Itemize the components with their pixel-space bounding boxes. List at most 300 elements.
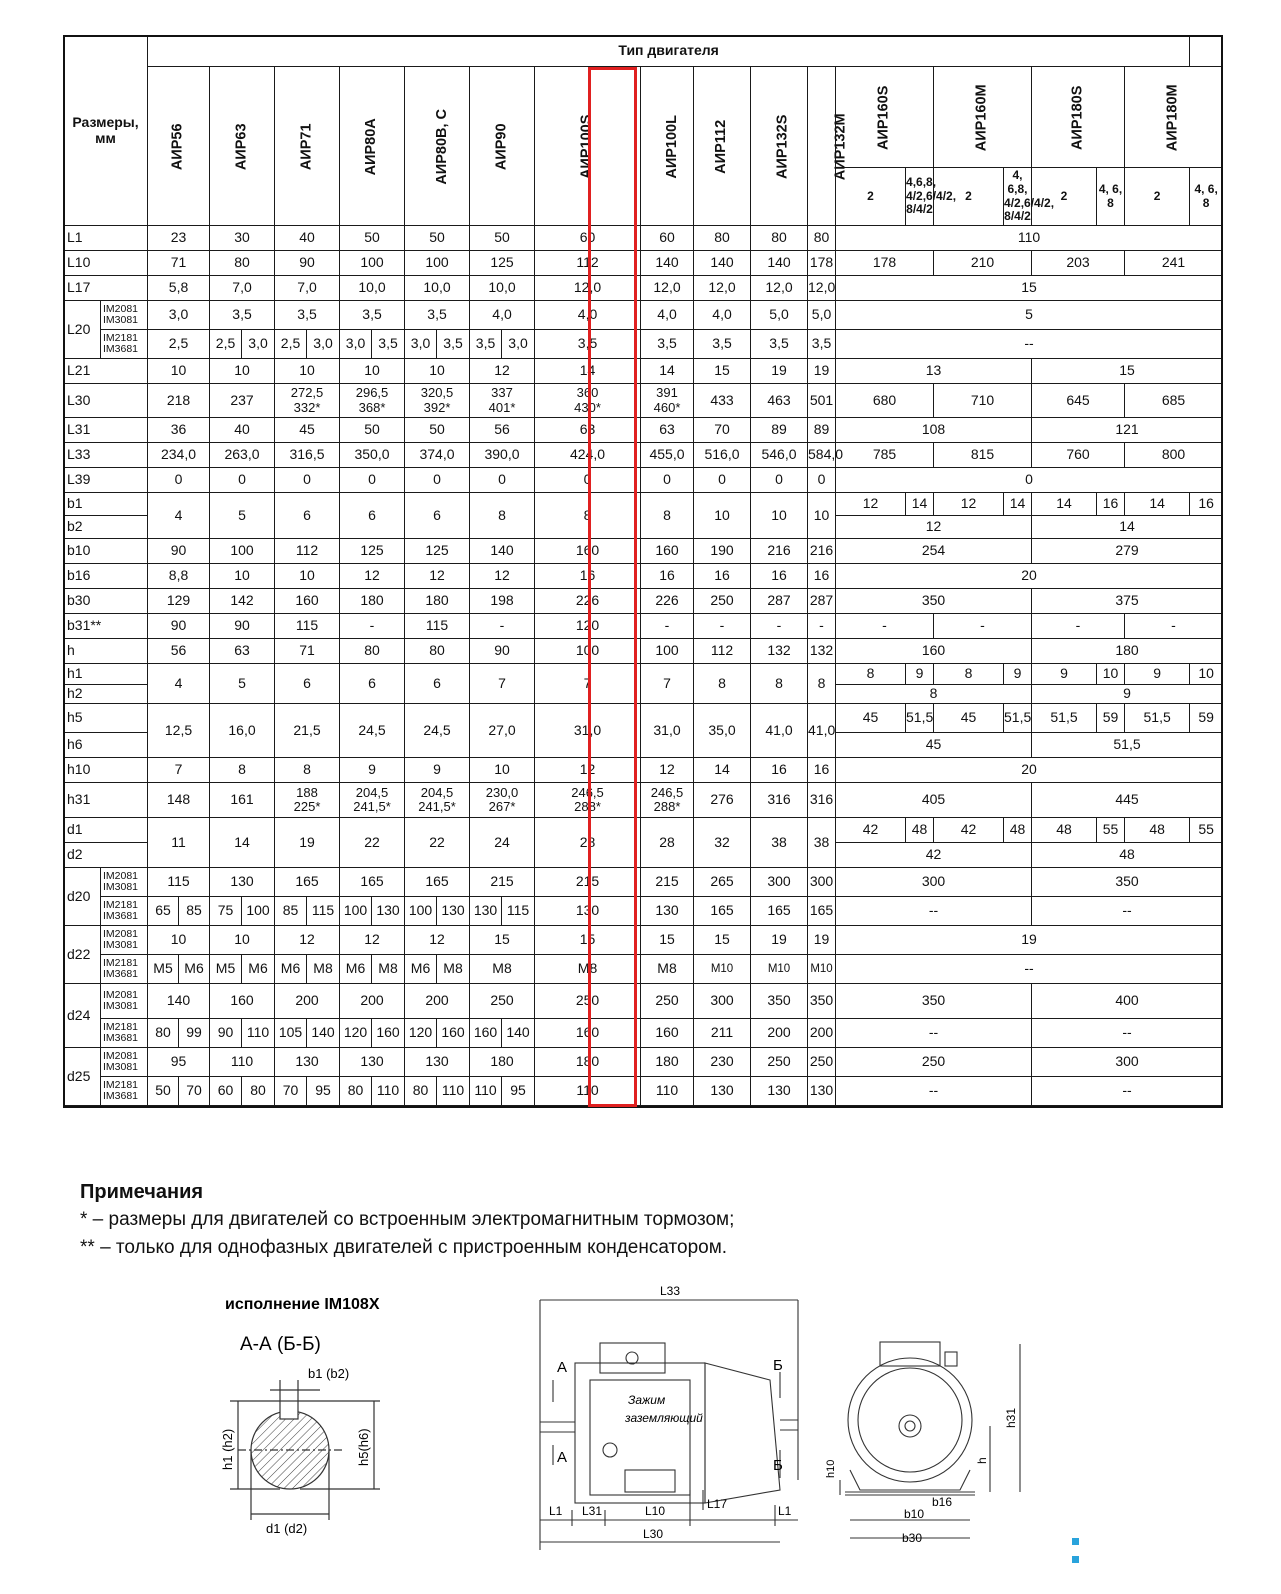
- value-cell: 28: [535, 818, 641, 868]
- value-cell: 215: [470, 868, 535, 897]
- value-cell: 12,0: [641, 276, 694, 301]
- value-cell: 142: [210, 589, 275, 614]
- value-cell: 279: [1032, 539, 1223, 564]
- value-cell: 4,0: [470, 301, 535, 330]
- value-cell: 89: [751, 418, 808, 443]
- value-cell: 296,5 368*: [340, 384, 405, 418]
- value-cell: 125: [340, 539, 405, 564]
- value-cell: 130: [470, 897, 502, 926]
- h10-label: h10: [825, 1459, 837, 1478]
- notes: [80, 1178, 734, 1262]
- value-cell: 12,0: [808, 276, 836, 301]
- value-cell: 16,0: [210, 704, 275, 758]
- row-sublabel: IM2181 IM3681: [101, 330, 148, 359]
- L30-label: L30: [643, 1527, 664, 1541]
- value-cell: 50: [340, 418, 405, 443]
- value-cell: 180: [405, 589, 470, 614]
- value-cell: 50: [470, 226, 535, 251]
- value-cell: M8: [641, 955, 694, 984]
- motor-drawings: [0, 1280, 1281, 1594]
- value-cell: 463: [751, 384, 808, 418]
- row-label: h6: [64, 733, 148, 758]
- value-cell: 99: [179, 1019, 210, 1048]
- value-cell: 24: [470, 818, 535, 868]
- value-cell: 130: [210, 868, 275, 897]
- L1-right-label: L1: [778, 1504, 792, 1518]
- value-cell: 190: [694, 539, 751, 564]
- value-cell: 14: [1125, 493, 1190, 516]
- value-cell: 3,0: [502, 330, 535, 359]
- value-cell: 265: [694, 868, 751, 897]
- value-cell: 28: [641, 818, 694, 868]
- value-cell: 56: [470, 418, 535, 443]
- value-cell: 254: [836, 539, 1032, 564]
- value-cell: 45: [836, 733, 1032, 758]
- value-cell: 645: [1032, 384, 1125, 418]
- value-cell: -: [1125, 614, 1223, 639]
- value-cell: 165: [405, 868, 470, 897]
- value-cell: 165: [751, 897, 808, 926]
- value-cell: 160: [372, 1019, 405, 1048]
- value-cell: 63: [210, 639, 275, 664]
- value-cell: 350: [836, 589, 1032, 614]
- value-cell: 0: [535, 468, 641, 493]
- value-cell: 180: [535, 1048, 641, 1077]
- dimensions-table: [63, 35, 1223, 1106]
- row-label: b16: [64, 564, 148, 589]
- value-cell: 80: [210, 251, 275, 276]
- row-label: b1: [64, 493, 148, 516]
- value-cell: 263,0: [210, 443, 275, 468]
- value-cell: 130: [751, 1077, 808, 1106]
- value-cell: 12: [405, 926, 470, 955]
- d1d2-label: d1 (d2): [266, 1521, 308, 1536]
- value-cell: 130: [694, 1077, 751, 1106]
- value-cell: 80: [751, 226, 808, 251]
- row-label: b2: [64, 516, 148, 539]
- value-cell: 140: [148, 984, 210, 1019]
- value-cell: 15: [535, 926, 641, 955]
- value-cell: 100: [340, 897, 372, 926]
- row-label: d2: [64, 843, 148, 868]
- value-cell: 21,5: [275, 704, 340, 758]
- value-cell: 204,5 241,5*: [340, 783, 405, 818]
- value-cell: 63: [641, 418, 694, 443]
- value-cell: 584,0: [808, 443, 836, 468]
- value-cell: 110: [242, 1019, 275, 1048]
- value-cell: 8: [535, 493, 641, 539]
- value-cell: 14: [1004, 493, 1032, 516]
- value-cell: 129: [148, 589, 210, 614]
- pole-subheader: 2: [836, 168, 906, 226]
- value-cell: 3,5: [275, 301, 340, 330]
- value-cell: 5: [836, 301, 1223, 330]
- value-cell: 216: [808, 539, 836, 564]
- value-cell: 203: [1032, 251, 1125, 276]
- value-cell: 130: [405, 1048, 470, 1077]
- value-cell: 226: [641, 589, 694, 614]
- motor-name: АИР56: [169, 123, 186, 170]
- value-cell: M8: [307, 955, 340, 984]
- value-cell: 316: [808, 783, 836, 818]
- row-label: d20: [64, 868, 101, 926]
- value-cell: 8: [694, 664, 751, 704]
- value-cell: 10: [275, 564, 340, 589]
- value-cell: 5,0: [751, 301, 808, 330]
- value-cell: 6: [275, 493, 340, 539]
- b16-label: b16: [932, 1495, 953, 1509]
- value-cell: 112: [535, 251, 641, 276]
- value-cell: --: [836, 330, 1223, 359]
- value-cell: 9: [1032, 664, 1097, 685]
- value-cell: 4,0: [641, 301, 694, 330]
- value-cell: 350,0: [340, 443, 405, 468]
- motor-name: АИР80А: [363, 117, 380, 176]
- value-cell: --: [836, 1019, 1032, 1048]
- type-header: Тип двигателя: [148, 36, 1190, 67]
- value-cell: 3,5: [535, 330, 641, 359]
- value-cell: 90: [148, 614, 210, 639]
- motor-header: [1032, 67, 1125, 168]
- value-cell: M8: [535, 955, 641, 984]
- motor-header: [1125, 67, 1223, 168]
- value-cell: 110: [437, 1077, 470, 1106]
- value-cell: 12,0: [694, 276, 751, 301]
- value-cell: 140: [307, 1019, 340, 1048]
- value-cell: 250: [836, 1048, 1032, 1077]
- value-cell: 0: [148, 468, 210, 493]
- b10-label: b10: [904, 1507, 925, 1521]
- value-cell: 188 225*: [275, 783, 340, 818]
- value-cell: 276: [694, 783, 751, 818]
- value-cell: 8: [210, 758, 275, 783]
- value-cell: 10: [1190, 664, 1223, 685]
- row-sublabel: IM2181 IM3681: [101, 897, 148, 926]
- value-cell: 80: [340, 1077, 372, 1106]
- value-cell: 3,5: [751, 330, 808, 359]
- value-cell: 51,5: [1032, 733, 1223, 758]
- value-cell: 0: [275, 468, 340, 493]
- value-cell: 32: [694, 818, 751, 868]
- h1h2-label: h1 (h2): [220, 1428, 235, 1470]
- motor-front-drawing: [840, 1342, 1020, 1538]
- motor-header: [641, 67, 694, 226]
- value-cell: 140: [470, 539, 535, 564]
- value-cell: 13: [836, 359, 1032, 384]
- value-cell: 180: [340, 589, 405, 614]
- value-cell: 374,0: [405, 443, 470, 468]
- value-cell: 300: [808, 868, 836, 897]
- value-cell: 10: [808, 493, 836, 539]
- value-cell: 3,5: [470, 330, 502, 359]
- value-cell: -: [808, 614, 836, 639]
- value-cell: -: [694, 614, 751, 639]
- value-cell: 160: [836, 639, 1032, 664]
- value-cell: 48: [1032, 843, 1223, 868]
- value-cell: 815: [934, 443, 1032, 468]
- value-cell: 41,0: [808, 704, 836, 758]
- motor-header: [470, 67, 535, 226]
- row-label: L20: [64, 301, 101, 359]
- value-cell: 5: [210, 493, 275, 539]
- value-cell: 160: [210, 984, 275, 1019]
- note-2: ** – только для однофазных двигателей с пристроенным конденсатором.: [80, 1237, 728, 1258]
- note-1: * – размеры для двигателей со встроенным электромагнитным тормозом;: [80, 1209, 735, 1230]
- L31-label: L31: [582, 1504, 603, 1518]
- value-cell: 250: [535, 984, 641, 1019]
- value-cell: 16: [641, 564, 694, 589]
- value-cell: 51,5: [1004, 704, 1032, 733]
- pole-subheader: 2: [1125, 168, 1190, 226]
- value-cell: -: [934, 614, 1032, 639]
- row-label: L17: [64, 276, 148, 301]
- value-cell: 60: [641, 226, 694, 251]
- value-cell: 3,5: [808, 330, 836, 359]
- value-cell: 300: [836, 868, 1032, 897]
- value-cell: 250: [808, 1048, 836, 1077]
- value-cell: 241: [1125, 251, 1223, 276]
- value-cell: 115: [148, 868, 210, 897]
- value-cell: 132: [751, 639, 808, 664]
- value-cell: 23: [148, 226, 210, 251]
- motor-name: АИР71: [298, 123, 315, 170]
- h-label: h: [975, 1457, 989, 1464]
- value-cell: 5: [210, 664, 275, 704]
- value-cell: 14: [641, 359, 694, 384]
- value-cell: 250: [470, 984, 535, 1019]
- value-cell: M6: [179, 955, 210, 984]
- value-cell: 100: [535, 639, 641, 664]
- value-cell: 10: [148, 926, 210, 955]
- value-cell: 10: [1097, 664, 1125, 685]
- value-cell: 160: [535, 539, 641, 564]
- value-cell: 41,0: [751, 704, 808, 758]
- value-cell: 10,0: [340, 276, 405, 301]
- value-cell: 10: [148, 359, 210, 384]
- row-label: d24: [64, 984, 101, 1048]
- value-cell: 20: [836, 564, 1223, 589]
- value-cell: 6: [275, 664, 340, 704]
- value-cell: 180: [470, 1048, 535, 1077]
- value-cell: 14: [694, 758, 751, 783]
- L10-label: L10: [645, 1504, 666, 1518]
- value-cell: 80: [148, 1019, 179, 1048]
- value-cell: 12: [934, 493, 1004, 516]
- value-cell: 90: [148, 539, 210, 564]
- value-cell: 234,0: [148, 443, 210, 468]
- motor-name: АИР160S: [875, 85, 892, 150]
- value-cell: M8: [437, 955, 470, 984]
- value-cell: 40: [275, 226, 340, 251]
- value-cell: 15: [470, 926, 535, 955]
- value-cell: 31,0: [641, 704, 694, 758]
- value-cell: 51,5: [1125, 704, 1190, 733]
- motor-name: АИР80В, С: [434, 108, 451, 185]
- value-cell: 31,0: [535, 704, 641, 758]
- value-cell: 3,0: [242, 330, 275, 359]
- value-cell: 65: [148, 897, 179, 926]
- value-cell: 16: [808, 758, 836, 783]
- B-top-label: Б: [773, 1357, 783, 1374]
- value-cell: 100: [405, 897, 437, 926]
- value-cell: 246,5 288*: [535, 783, 641, 818]
- value-cell: 7: [148, 758, 210, 783]
- value-cell: 3,5: [641, 330, 694, 359]
- value-cell: 108: [836, 418, 1032, 443]
- value-cell: 12: [470, 564, 535, 589]
- value-cell: 90: [210, 614, 275, 639]
- value-cell: 210: [934, 251, 1032, 276]
- value-cell: 405: [836, 783, 1032, 818]
- value-cell: 7: [535, 664, 641, 704]
- value-cell: 9: [906, 664, 934, 685]
- value-cell: 360 430*: [535, 384, 641, 418]
- value-cell: 0: [751, 468, 808, 493]
- pole-subheader: 2: [1032, 168, 1097, 226]
- value-cell: 2,5: [210, 330, 242, 359]
- value-cell: 35,0: [694, 704, 751, 758]
- value-cell: 3,5: [340, 301, 405, 330]
- value-cell: 112: [275, 539, 340, 564]
- value-cell: 112: [694, 639, 751, 664]
- value-cell: 800: [1125, 443, 1223, 468]
- value-cell: 2,5: [275, 330, 307, 359]
- motor-name: АИР100S: [578, 114, 595, 179]
- value-cell: 246,5 288*: [641, 783, 694, 818]
- value-cell: 433: [694, 384, 751, 418]
- row-label: b30: [64, 589, 148, 614]
- value-cell: 110: [836, 226, 1223, 251]
- value-cell: 4,0: [694, 301, 751, 330]
- value-cell: 10,0: [405, 276, 470, 301]
- motor-header: [148, 67, 210, 226]
- value-cell: 7: [470, 664, 535, 704]
- value-cell: 27,0: [470, 704, 535, 758]
- value-cell: 59: [1097, 704, 1125, 733]
- L1-left-label: L1: [549, 1504, 563, 1518]
- value-cell: 680: [836, 384, 934, 418]
- value-cell: 15: [836, 276, 1223, 301]
- value-cell: 0: [340, 468, 405, 493]
- value-cell: 165: [808, 897, 836, 926]
- row-label: L10: [64, 251, 148, 276]
- pole-subheader: 4, 6, 8: [1190, 168, 1223, 226]
- value-cell: 6: [340, 664, 405, 704]
- value-cell: 9: [1125, 664, 1190, 685]
- value-cell: 8: [751, 664, 808, 704]
- value-cell: 95: [148, 1048, 210, 1077]
- value-cell: 140: [694, 251, 751, 276]
- value-cell: 19: [808, 359, 836, 384]
- value-cell: M6: [275, 955, 307, 984]
- A-top-label: А: [557, 1359, 568, 1376]
- value-cell: 9: [1032, 685, 1223, 704]
- value-cell: 132: [808, 639, 836, 664]
- value-cell: 760: [1032, 443, 1125, 468]
- value-cell: 8,8: [148, 564, 210, 589]
- row-label: L33: [64, 443, 148, 468]
- value-cell: 110: [210, 1048, 275, 1077]
- value-cell: --: [836, 1077, 1032, 1106]
- notes-title: Примечания: [80, 1181, 204, 1203]
- value-cell: 15: [641, 926, 694, 955]
- section-label: А-А (Б-Б): [240, 1334, 321, 1355]
- A-bottom-label: А: [557, 1449, 568, 1466]
- value-cell: 42: [836, 818, 906, 843]
- motor-name: АИР180S: [1069, 85, 1086, 150]
- value-cell: 19: [751, 926, 808, 955]
- value-cell: 10: [470, 758, 535, 783]
- value-cell: 216: [751, 539, 808, 564]
- row-sublabel: IM2181 IM3681: [101, 1077, 148, 1106]
- value-cell: 160: [641, 539, 694, 564]
- value-cell: 7,0: [210, 276, 275, 301]
- value-cell: 160: [275, 589, 340, 614]
- value-cell: 115: [275, 614, 340, 639]
- value-cell: 250: [641, 984, 694, 1019]
- value-cell: 3,5: [210, 301, 275, 330]
- value-cell: 3,5: [405, 301, 470, 330]
- value-cell: -: [751, 614, 808, 639]
- value-cell: 48: [1125, 818, 1190, 843]
- value-cell: 8: [836, 685, 1032, 704]
- value-cell: 70: [179, 1077, 210, 1106]
- value-cell: 9: [1004, 664, 1032, 685]
- value-cell: 316: [751, 783, 808, 818]
- motor-name: АИР90: [493, 123, 510, 170]
- value-cell: 211: [694, 1019, 751, 1048]
- accent-dot: [1072, 1556, 1079, 1563]
- value-cell: 3,0: [405, 330, 437, 359]
- L33-label: L33: [660, 1284, 681, 1298]
- value-cell: 6: [405, 493, 470, 539]
- value-cell: 48: [906, 818, 934, 843]
- value-cell: 180: [1032, 639, 1223, 664]
- motor-header: [340, 67, 405, 226]
- value-cell: --: [1032, 897, 1223, 926]
- value-cell: 200: [340, 984, 405, 1019]
- value-cell: 375: [1032, 589, 1223, 614]
- value-cell: 24,5: [340, 704, 405, 758]
- row-sublabel: IM2181 IM3681: [101, 955, 148, 984]
- value-cell: 75: [210, 897, 242, 926]
- value-cell: 80: [340, 639, 405, 664]
- value-cell: 59: [1190, 704, 1223, 733]
- value-cell: 3,0: [340, 330, 372, 359]
- value-cell: 204,5 241,5*: [405, 783, 470, 818]
- value-cell: 10: [210, 926, 275, 955]
- row-sublabel: IM2081 IM3081: [101, 926, 148, 955]
- value-cell: 16: [751, 564, 808, 589]
- row-label: h1: [64, 664, 148, 685]
- value-cell: 0: [405, 468, 470, 493]
- value-cell: 115: [405, 614, 470, 639]
- value-cell: 10: [275, 359, 340, 384]
- row-label: h31: [64, 783, 148, 818]
- value-cell: 4: [148, 664, 210, 704]
- value-cell: 785: [836, 443, 934, 468]
- value-cell: 48: [1004, 818, 1032, 843]
- value-cell: 115: [502, 897, 535, 926]
- value-cell: 80: [405, 1077, 437, 1106]
- value-cell: 19: [808, 926, 836, 955]
- pole-subheader: 4, 6, 8: [1097, 168, 1125, 226]
- value-cell: 80: [694, 226, 751, 251]
- value-cell: 16: [751, 758, 808, 783]
- value-cell: 60: [210, 1077, 242, 1106]
- motor-header: [535, 67, 641, 226]
- value-cell: 50: [405, 418, 470, 443]
